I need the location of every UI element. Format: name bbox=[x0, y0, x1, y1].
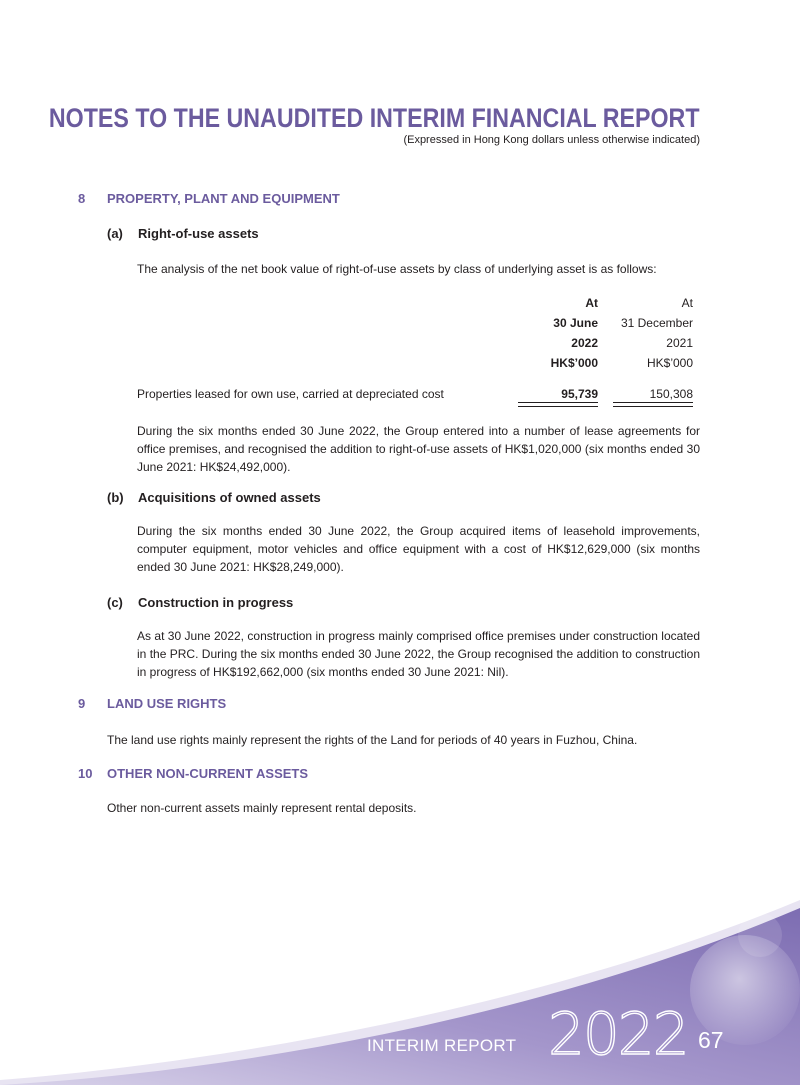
footer-report-label: INTERIM REPORT bbox=[367, 1036, 517, 1055]
construction-paragraph: As at 30 June 2022, construction in progress mainly comprised office premises under construction located in the PRC. During the six months ended 30 June 2022, the Group recognised the addition to construction in progress of HK$192,662,000 (six months ended 30 June 2021: Nil). bbox=[137, 629, 700, 679]
section-number: 10 bbox=[78, 766, 93, 781]
table-header-col2-line2: 31 December bbox=[620, 316, 693, 330]
page-subtitle: (Expressed in Hong Kong dollars unless otherwise indicated) bbox=[403, 134, 700, 146]
total-double-underline bbox=[518, 402, 598, 407]
table-value-2022: 95,739 bbox=[561, 387, 598, 401]
page-number: 67 bbox=[698, 1027, 724, 1053]
land-use-paragraph: The land use rights mainly represent the rights of the Land for periods of 40 years in Fuzhou, China. bbox=[107, 733, 638, 747]
subsection-title: Construction in progress bbox=[138, 595, 294, 610]
right-of-use-intro: The analysis of the net book value of right-of-use assets by class of underlying asset is as follows: bbox=[137, 262, 657, 276]
section-title: LAND USE RIGHTS bbox=[107, 696, 227, 711]
table-value-2021: 150,308 bbox=[649, 387, 693, 401]
section-number: 8 bbox=[78, 191, 86, 206]
table-header-col1-line4: HK$’000 bbox=[550, 356, 598, 370]
right-of-use-paragraph: During the six months ended 30 June 2022, the Group entered into a number of lease agreements for office premises, and recognised the addition to right-of-use assets of HK$1,020,000 (six months ended 30 June 2021: HK$24,492,000). bbox=[137, 424, 700, 474]
acquisitions-paragraph: During the six months ended 30 June 2022, the Group acquired items of leasehold improvements, computer equipment, motor vehicles and office equipment with a cost of HK$12,629,000 (six months ended 30 June 2021: HK$28,249,000). bbox=[137, 524, 700, 574]
table-header-col1-line1: At bbox=[585, 296, 598, 310]
page-title: NOTES TO THE UNAUDITED INTERIM FINANCIAL REPORT bbox=[49, 103, 700, 133]
section-number: 9 bbox=[78, 696, 86, 711]
subsection-label: (b) bbox=[107, 490, 124, 505]
subsection-title: Right-of-use assets bbox=[138, 226, 259, 241]
subsection-label: (a) bbox=[107, 226, 123, 241]
table-header-col2-line3: 2021 bbox=[666, 336, 693, 350]
total-double-underline bbox=[613, 402, 693, 407]
section-title: PROPERTY, PLANT AND EQUIPMENT bbox=[107, 191, 340, 206]
footer-year-logo: 2022 bbox=[548, 1000, 688, 1068]
table-header-col1-line3: 2022 bbox=[571, 336, 598, 350]
table-row-label: Properties leased for own use, carried at depreciated cost bbox=[137, 387, 444, 401]
subsection-label: (c) bbox=[107, 595, 123, 610]
table-header-col2-line1: At bbox=[681, 296, 693, 310]
subsection-title: Acquisitions of owned assets bbox=[138, 490, 321, 505]
table-header-col1-line2: 30 June bbox=[553, 316, 598, 330]
section-title: OTHER NON-CURRENT ASSETS bbox=[107, 766, 309, 781]
table-header-col2-line4: HK$’000 bbox=[646, 356, 693, 370]
other-assets-paragraph: Other non-current assets mainly represent rental deposits. bbox=[107, 801, 417, 815]
